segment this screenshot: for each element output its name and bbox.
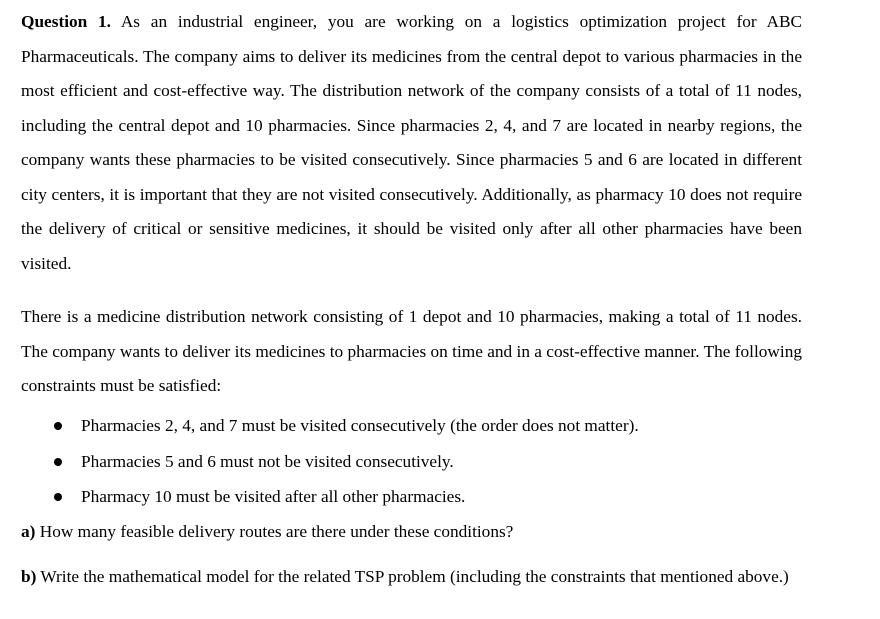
part-a — [21, 515, 513, 549]
constraint-item — [21, 408, 802, 444]
question-heading: Question 1. — [21, 12, 111, 31]
part-a-label: a) — [21, 522, 36, 541]
network-paragraph: There is a medicine distribution network consisting of 1 depot and 10 pharmacies, making a total of 11 nodes. The company wants to deliver its medicines to pharmacies on time and in a cost-effective manner. The following constraints must be satisfied: — [21, 307, 802, 395]
part-b-label: b) — [21, 567, 37, 586]
question-intro-paragraph — [21, 5, 802, 281]
part-a-text: How many feasible delivery routes are there under these conditions? — [39, 522, 514, 541]
constraint-item — [21, 479, 802, 515]
constraint-text: Pharmacy 10 must be visited after all other pharmacies. — [81, 487, 466, 506]
constraint-text: Pharmacies 2, 4, and 7 must be visited consecutively (the order does not matter). — [81, 416, 639, 435]
bullet-icon — [54, 458, 62, 466]
constraint-text: Pharmacies 5 and 6 must not be visited consecutively. — [81, 451, 454, 471]
constraints-list — [21, 408, 802, 515]
bullet-icon — [54, 493, 62, 501]
part-b — [21, 565, 802, 588]
part-b-text: Write the mathematical model for the related TSP problem (including the constraints that mentioned above.) — [40, 567, 789, 586]
bullet-icon — [54, 422, 62, 430]
constraint-item — [21, 444, 802, 480]
question-intro-text: As an industrial engineer, you are working on a logistics optimization project for ABC Pharmaceuticals. The company aims to deliver its medicines from the central depot to various pharmacies in the most efficient and cost-effective way. The distribution network of the company consists of a total of 11 nodes, including the central depot and 10 pharmacies. Since pharmacies 2, 4, and 7 are located in nearby regions, the company wants these pharmacies to be visited consecutively. Since pharmacies 5 and 6 are located in different city centers, it is important that they are not visited consecutively. Additionally, as pharmacy 10 does not require the delivery of critical or sensitive medicines, it should be visited only after all other pharmacies have been visited. — [21, 12, 802, 273]
